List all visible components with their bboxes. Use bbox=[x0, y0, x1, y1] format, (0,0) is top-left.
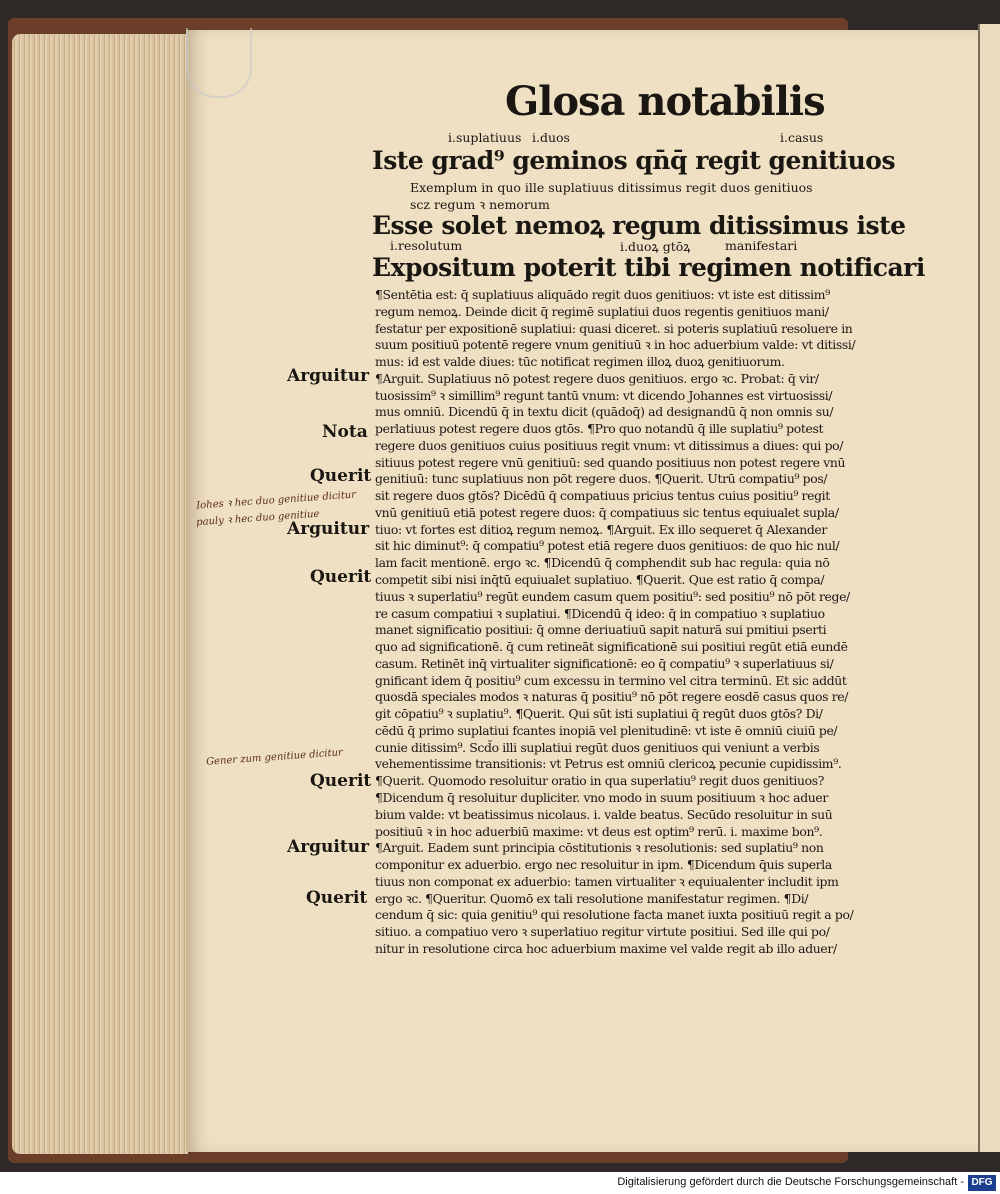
margin-note: Querit bbox=[310, 771, 372, 791]
gloss: manifestari bbox=[725, 238, 798, 253]
commentary-text bbox=[375, 287, 935, 958]
text-line: lam facit mentionē. ergo ꝛc. ¶Dicendū q̄ comphendit sub hac regula: quia nō bbox=[375, 555, 830, 571]
margin-note: Arguitur bbox=[287, 366, 370, 386]
text-line: tiuo: vt fortes est ditioꝝ regum nemoꝝ. ¶Arguit. Ex illo sequeret q̄ Alexander bbox=[375, 521, 827, 537]
text-line: sitiuo. a compatiuo vero ꝛ superlatiuo regitur virtute positiui. Sed ille qui po/ bbox=[375, 924, 830, 940]
margin-note: Arguitur bbox=[287, 837, 370, 857]
gloss: i.duos bbox=[532, 130, 570, 145]
page-stack-edge bbox=[12, 34, 188, 1154]
text-line: cunie ditissim⁹. Scd̄o illi suplatiui regūt duos genitiuos qui veniunt a verbis bbox=[375, 739, 820, 755]
text-line: ¶Dicendum q̄ resoluitur dupliciter. vno modo in suum positiuum ꝛ hoc aduer bbox=[375, 789, 828, 805]
footer-credit: Digitalisierung gefördert durch die Deutsche Forschungsgemeinschaft - bbox=[617, 1176, 964, 1188]
verse-line: Esse solet nemoꝝ regum ditissimus iste bbox=[372, 211, 906, 240]
text-line: ¶Sentētia est: q̄ suplatiuus aliquādo regit duos genitiuos: vt iste est ditissim⁹ bbox=[375, 287, 830, 302]
handwritten-note: pauly ꝛ hec duo genitiue bbox=[195, 508, 320, 529]
handwritten-note: Gener zum genitiue dicitur bbox=[205, 747, 344, 768]
text-line: tiuus non componat ex aduerbio: tamen virtualiter ꝛ equiualenter includit ipm bbox=[375, 873, 839, 889]
verse-line: Expositum poterit tibi regimen notificari bbox=[372, 253, 925, 282]
text-line: mus omniū. Dicendū q̄ in textu dicit (quādoq̄) ad designandū q̄ non omnis su/ bbox=[375, 404, 834, 420]
text-line: vnū genitiuū etiā potest regere duos: q̄ compatiuus sic tentus equiualet supla/ bbox=[375, 504, 839, 520]
text-line: casum. Retinēt inq̄ virtualiter significationē: eo q̄ compatiu⁹ ꝛ superlatiuus si/ bbox=[375, 655, 834, 671]
text-line: git cōpatiu⁹ ꝛ suplatiu⁹. ¶Querit. Qui sūt isti suplatiui q̄ regūt duos gtōs? Di/ bbox=[375, 706, 823, 722]
text-line: bium valde: vt beatissimus nicolaus. i. valde beatus. Secūdo resoluitur in suū bbox=[375, 806, 833, 822]
text-line: tiuus ꝛ superlatiu⁹ regūt eundem casum quem positiu⁹: sed positiu⁹ nō pōt rege/ bbox=[375, 588, 850, 604]
footer-bar bbox=[0, 1172, 1000, 1194]
text-line: quo ad significationē. q̄ cum retineāt significationē sui positiui regūt etiā eundē bbox=[375, 639, 848, 655]
text-line: gnificant idem q̄ positiu⁹ cum excessu in termino vel citra terminū. Et sic addūt bbox=[375, 672, 847, 688]
margin-note: Querit bbox=[310, 466, 372, 486]
text-line: manet significatio positiui: q̄ omne deriuatiuū sapit naturā sui pmitiui pserti bbox=[375, 622, 827, 638]
page-clip bbox=[186, 28, 252, 98]
margin-note: Querit bbox=[306, 888, 368, 908]
text-line: componitur ex aduerbio. ergo nec resoluitur in ipm. ¶Dicendum q̄uis superla bbox=[375, 857, 832, 873]
gloss: i.suplatiuus bbox=[448, 130, 522, 145]
handwritten-note: Iohes ꝛ hec duo genitiue dicitur bbox=[195, 489, 357, 512]
text-line: competit sibi nisi inq̄tū equiualet suplatiuo. ¶Querit. Que est ratio q̄ compa/ bbox=[375, 572, 825, 588]
gloss: Exemplum in quo ille suplatiuus ditissimus regit duos genitiuos bbox=[410, 180, 813, 195]
text-line: positiuū ꝛ in hoc aduerbiū maxime: vt deus est optim⁹ rerū. i. maxime bon⁹. bbox=[375, 823, 823, 839]
text-line: sit regere duos gtōs? Dicēdū q̄ compatiuus pricius tentus cuius positiu⁹ regit bbox=[375, 488, 830, 504]
text-line: tuosissim⁹ ꝛ simillim⁹ regunt tantū vnum: vt dicendo Johannes est virtuosissi/ bbox=[375, 387, 833, 403]
gloss: i.resolutum bbox=[390, 238, 463, 253]
gloss: i.casus bbox=[780, 130, 824, 145]
verse-line: Iste grad⁹ geminos qn̄q̄ regit genitiuos bbox=[372, 146, 896, 175]
text-line: festatur per expositionē suplatiui: quasi diceret. si poteris suplatiuū resoluere in bbox=[375, 320, 853, 336]
text-line: regum nemoꝝ. Deinde dicit q̄ regimē suplatiui duos regentis genitiuos mani/ bbox=[375, 303, 829, 319]
text-line: cendum q̄ sic: quia genitiu⁹ qui resolutione facta manet iuxta positiuū regit a po/ bbox=[375, 907, 854, 923]
margin-note: Arguitur bbox=[287, 519, 370, 539]
text-line: vehementissime transitionis: vt Petrus est omniū clericoꝝ pecunie cupidissim⁹. bbox=[375, 756, 842, 772]
text-line: nitur in resolutione circa hoc aduerbium maxime vel valde regit ab illo aduer/ bbox=[375, 940, 837, 956]
margin-note: Nota bbox=[322, 422, 368, 442]
text-line: regere duos genitiuos cuius positiuus regit vnum: vt ditissimus a diues: qui po/ bbox=[375, 437, 844, 453]
text-line: ¶Arguit. Suplatiuus nō potest regere duos genitiuos. ergo ꝛc. Probat: q̄ vir/ bbox=[375, 370, 819, 386]
text-line: genitiuū: tunc suplatiuus non pōt regere duos. ¶Querit. Utrū compatiu⁹ pos/ bbox=[375, 471, 828, 487]
margin-note: Querit bbox=[310, 567, 372, 587]
text-line: mus: id est valde diues: tūc notificat regimen illoꝝ duoꝝ genitiuorum. bbox=[375, 354, 785, 370]
text-line: quosdā speciales modos ꝛ naturas q̄ positiu⁹ nō pōt regere eosdē casus quos re/ bbox=[375, 689, 849, 705]
dfg-logo: DFG bbox=[968, 1175, 996, 1191]
page-title: Glosa notabilis bbox=[505, 78, 825, 125]
text-line: perlatiuus potest regere duos gtōs. ¶Pro quo notandū q̄ ille suplatiu⁹ potest bbox=[375, 421, 824, 437]
facing-page-edge bbox=[978, 24, 1000, 1152]
text-line: ¶Arguit. Eadem sunt principia cōstitutionis ꝛ resolutionis: sed suplatiu⁹ non bbox=[375, 840, 824, 856]
gloss: scz regum ꝛ nemorum bbox=[410, 197, 550, 212]
text-line: cēdū q̄ primo suplatiui fcantes inopiā vel plenitudinē: vt iste ē omniū ciuiū pe/ bbox=[375, 722, 838, 738]
text-line: suum positiuū potentē regere vnum genitiuū ꝛ in hoc aduerbium valde: vt ditissi/ bbox=[375, 337, 856, 353]
gloss: i.duoꝝ gtōꝝ bbox=[620, 239, 691, 254]
text-line: ergo ꝛc. ¶Queritur. Quomō ex tali resolutione manifestatur regimen. ¶Di/ bbox=[375, 890, 809, 906]
text-line: re casum compatiui ꝛ suplatiui. ¶Dicendū q̄ ideo: q̄ in compatiuo ꝛ suplatiuo bbox=[375, 605, 825, 621]
text-line: ¶Querit. Quomodo resoluitur oratio in qua superlatiu⁹ regit duos genitiuos? bbox=[375, 773, 825, 789]
text-line: sitiuus potest regere vnū genitiuū: sed quando positiuus non potest regere vnū bbox=[375, 454, 846, 470]
text-line: sit hic diminut⁹: q̄ compatiu⁹ potest etiā regere duos genitiuos: de quo hic nul/ bbox=[375, 538, 840, 554]
